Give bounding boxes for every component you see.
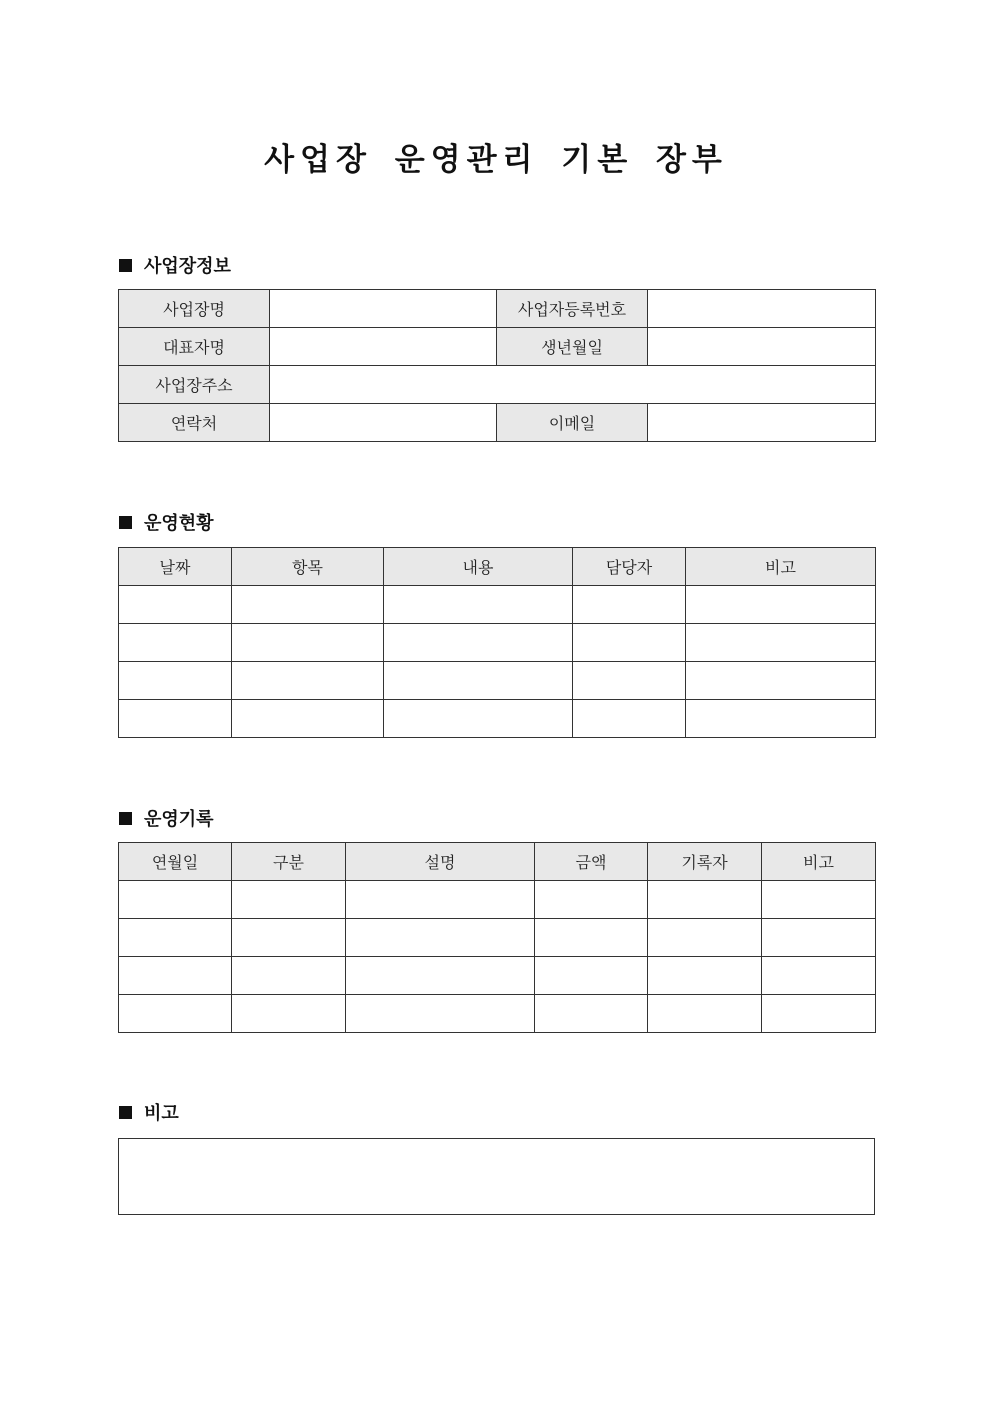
table-cell[interactable]	[384, 624, 573, 662]
table-cell[interactable]	[648, 881, 762, 919]
table-header-row	[119, 843, 876, 881]
contact-field[interactable]	[270, 404, 497, 442]
column-header: 비고	[762, 843, 876, 881]
table-cell[interactable]	[232, 586, 384, 624]
table-row	[119, 662, 876, 700]
column-header: 내용	[384, 548, 573, 586]
column-header: 담당자	[573, 548, 686, 586]
table-cell[interactable]	[535, 957, 648, 995]
table-cell[interactable]	[573, 624, 686, 662]
registration-no-field[interactable]	[648, 290, 876, 328]
table-cell[interactable]	[119, 919, 232, 957]
table-row	[119, 1139, 875, 1215]
square-bullet-icon	[119, 259, 132, 272]
section-heading-label: 운영현황	[144, 513, 214, 534]
square-bullet-icon	[119, 1106, 132, 1119]
column-header: 연월일	[119, 843, 232, 881]
table-cell[interactable]	[648, 919, 762, 957]
table-row	[119, 586, 876, 624]
business-info-table	[118, 289, 876, 442]
table-cell[interactable]	[762, 881, 876, 919]
business-name-label: 사업장명	[119, 290, 270, 328]
table-cell[interactable]	[346, 957, 535, 995]
table-cell[interactable]	[119, 586, 232, 624]
operation-status-table	[118, 547, 876, 738]
table-cell[interactable]	[535, 995, 648, 1033]
table-cell[interactable]	[119, 995, 232, 1033]
address-label: 사업장주소	[119, 366, 270, 404]
operation-records-table	[118, 842, 876, 1033]
table-cell[interactable]	[346, 995, 535, 1033]
table-cell[interactable]	[119, 881, 232, 919]
table-row	[119, 919, 876, 957]
table-cell[interactable]	[573, 586, 686, 624]
table-row	[119, 700, 876, 738]
column-header: 항목	[232, 548, 384, 586]
birth-date-label: 생년월일	[497, 328, 648, 366]
section-heading-label: 비고	[144, 1103, 179, 1124]
table-row	[119, 404, 876, 442]
column-header: 비고	[686, 548, 876, 586]
table-cell[interactable]	[232, 624, 384, 662]
table-cell[interactable]	[232, 957, 346, 995]
table-cell[interactable]	[232, 700, 384, 738]
table-cell[interactable]	[535, 881, 648, 919]
registration-no-label: 사업자등록번호	[497, 290, 648, 328]
table-cell[interactable]	[232, 662, 384, 700]
table-cell[interactable]	[232, 919, 346, 957]
table-cell[interactable]	[573, 700, 686, 738]
section-heading-info	[119, 253, 231, 277]
table-cell[interactable]	[232, 881, 346, 919]
table-cell[interactable]	[686, 700, 876, 738]
table-cell[interactable]	[762, 919, 876, 957]
table-cell[interactable]	[762, 957, 876, 995]
section-heading-label: 운영기록	[144, 809, 214, 830]
table-cell[interactable]	[119, 624, 232, 662]
table-cell[interactable]	[384, 586, 573, 624]
table-cell[interactable]	[119, 662, 232, 700]
table-header-row	[119, 548, 876, 586]
representative-field[interactable]	[270, 328, 497, 366]
table-row	[119, 366, 876, 404]
table-cell[interactable]	[686, 624, 876, 662]
section-heading-label: 사업장정보	[144, 256, 231, 277]
square-bullet-icon	[119, 812, 132, 825]
business-name-field[interactable]	[270, 290, 497, 328]
section-heading-memo	[119, 1100, 179, 1124]
section-heading-records	[119, 806, 214, 830]
table-cell[interactable]	[686, 586, 876, 624]
table-row	[119, 957, 876, 995]
birth-date-field[interactable]	[648, 328, 876, 366]
memo-table	[118, 1138, 875, 1215]
table-cell[interactable]	[346, 919, 535, 957]
memo-field[interactable]	[119, 1139, 875, 1215]
table-cell[interactable]	[686, 662, 876, 700]
address-field[interactable]	[270, 366, 876, 404]
table-cell[interactable]	[648, 995, 762, 1033]
contact-label: 연락처	[119, 404, 270, 442]
table-cell[interactable]	[119, 700, 232, 738]
table-cell[interactable]	[346, 881, 535, 919]
column-header: 날짜	[119, 548, 232, 586]
section-heading-status	[119, 510, 214, 534]
table-row	[119, 290, 876, 328]
email-label: 이메일	[497, 404, 648, 442]
table-cell[interactable]	[535, 919, 648, 957]
table-row	[119, 328, 876, 366]
table-row	[119, 995, 876, 1033]
column-header: 금액	[535, 843, 648, 881]
table-cell[interactable]	[573, 662, 686, 700]
table-cell[interactable]	[232, 995, 346, 1033]
table-cell[interactable]	[762, 995, 876, 1033]
column-header: 기록자	[648, 843, 762, 881]
table-cell[interactable]	[384, 700, 573, 738]
table-row	[119, 624, 876, 662]
table-row	[119, 881, 876, 919]
table-cell[interactable]	[384, 662, 573, 700]
column-header: 설명	[346, 843, 535, 881]
column-header: 구분	[232, 843, 346, 881]
document-title: 사업장 운영관리 기본 장부	[264, 142, 728, 178]
square-bullet-icon	[119, 516, 132, 529]
representative-label: 대표자명	[119, 328, 270, 366]
email-field[interactable]	[648, 404, 876, 442]
table-cell[interactable]	[648, 957, 762, 995]
table-cell[interactable]	[119, 957, 232, 995]
